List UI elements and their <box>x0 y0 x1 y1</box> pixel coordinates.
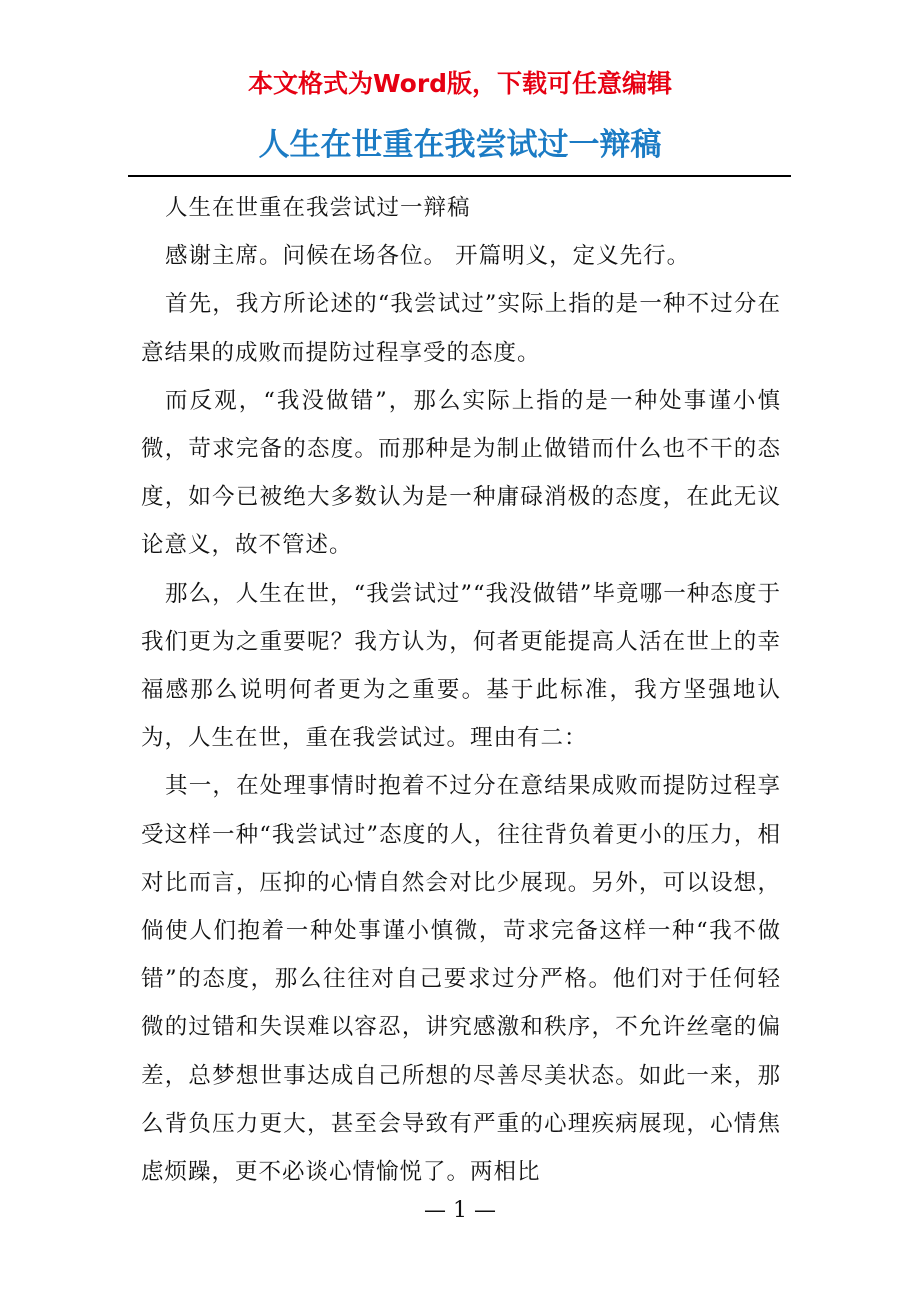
document-body <box>141 184 781 1196</box>
title-divider <box>128 175 791 177</box>
body-paragraph: 首先，我方所论述的“我尝试过”实际上指的是一种不过分在意结果的成败而提防过程享受的态度。 <box>141 291 781 366</box>
body-paragraph: 而反观，“我没做错”，那么实际上指的是一种处事谨小慎微，苛求完备的态度。而那种是为制止做错而什么也不干的态度，如今已被绝大多数认为是一种庸碌消极的态度，在此无议论意义，故不管述。 <box>141 387 781 559</box>
body-paragraph: 人生在世重在我尝试过一辩稿 <box>165 195 471 221</box>
body-paragraph: 其一，在处理事情时抱着不过分在意结果成败而提防过程享受这样一种“我尝试过”态度的人，往往背负着更小的压力，相对比而言，压抑的心情自然会对比少展现。另外，可以设想，倘使人们抱着一种处事谨小慎微，苛求完备这样一种“我不做错”的态度，那么往往对自己要求过分严格。他们对于任何轻微的过错和失误难以容忍，讲究感激和秩序，不允许丝毫的偏差，总梦想世事达成自己所想的尽善尽美状态。如此一来，那么背负压力更大，甚至会导致有严重的心理疾病展现，心情焦虑烦躁，更不必谈心情愉悦了。两相比 <box>141 773 781 1186</box>
body-paragraph: 感谢主席。问候在场各位。 开篇明义，定义先行。 <box>165 243 691 270</box>
body-paragraph: 那么，人生在世，“我尝试过”“我没做错”毕竟哪一种态度于我们更为之重要呢？我方认为，何者更能提高人活在世上的幸福感那么说明何者更为之重要。基于此标准，我方坚强地认为，人生在世，重在我尝试过。理由有二： <box>141 580 781 752</box>
format-notice: 本文格式为Word版，下载可任意编辑 <box>247 69 673 98</box>
document-title: 人生在世重在我尝试过一辩稿 <box>258 127 662 163</box>
page-number: — 1 — <box>424 1198 496 1223</box>
